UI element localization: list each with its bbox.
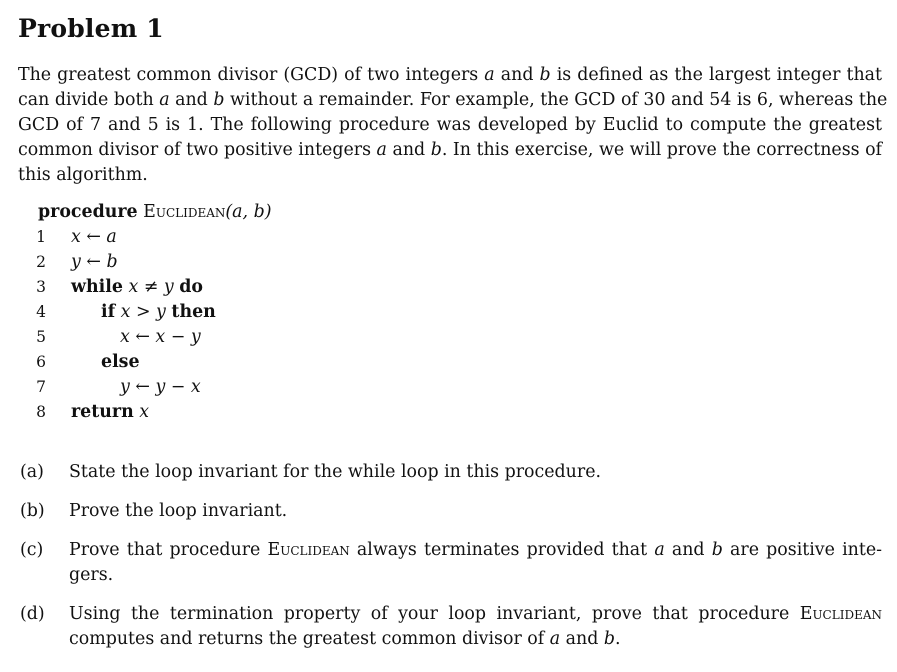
- intro-paragraph: [18, 63, 888, 188]
- intro-line-1: The greatest common divisor (GCD) of two integers a and b is defined as the largest integer that: [18, 65, 882, 85]
- line-body: y ← y − x: [120, 377, 201, 397]
- part-text: [69, 602, 882, 652]
- part-text: [69, 499, 882, 524]
- intro-line-5: this algorithm.: [18, 165, 148, 185]
- do-keyword: do: [179, 277, 203, 297]
- part-line: State the loop invariant for the while loop in this procedure.: [69, 462, 602, 482]
- part-label: (b): [20, 501, 45, 521]
- else-keyword: else: [101, 352, 140, 372]
- algorithm-line: [38, 400, 272, 425]
- algorithm-line: [38, 300, 272, 325]
- part-line: Prove the loop invariant.: [69, 501, 288, 521]
- algorithm-block: [38, 199, 272, 425]
- line-number: 2: [36, 253, 46, 271]
- line-number: 5: [36, 328, 46, 346]
- question-part-d: [18, 602, 882, 652]
- return-value: x: [139, 402, 150, 422]
- question-parts: [18, 460, 882, 652]
- algorithm-line: [38, 275, 272, 300]
- algorithm-line: [38, 375, 272, 400]
- then-keyword: then: [171, 302, 216, 322]
- algorithm-line: [38, 250, 272, 275]
- procedure-params: (a, b): [225, 202, 272, 222]
- algorithm-line: [38, 325, 272, 350]
- part-label: (a): [20, 462, 44, 482]
- algorithm-line: [38, 225, 272, 250]
- line-body: x ← a: [71, 227, 117, 247]
- part-text: [69, 538, 882, 588]
- while-keyword: while: [71, 277, 123, 297]
- part-line: Using the termination property of your loop invariant, prove that procedure Euclidean: [69, 604, 882, 624]
- procedure-keyword: procedure: [38, 202, 138, 222]
- line-number: 1: [36, 228, 46, 246]
- line-number: 7: [36, 378, 46, 396]
- line-body: x ← x − y: [120, 327, 201, 347]
- algorithm-header: [38, 199, 272, 225]
- line-body: [71, 275, 203, 300]
- intro-line-3: GCD of 7 and 5 is 1. The following procedure was developed by Euclid to compute the greatest: [18, 115, 882, 135]
- line-number: 6: [36, 353, 46, 371]
- procedure-name: Euclidean: [143, 202, 226, 222]
- while-condition: x ≠ y: [128, 277, 174, 297]
- algorithm-line: [38, 350, 272, 375]
- part-label: (d): [20, 604, 45, 624]
- return-keyword: return: [71, 402, 134, 422]
- line-number: 8: [36, 403, 46, 421]
- part-text: [69, 460, 882, 485]
- problem-heading: Problem 1: [18, 14, 164, 43]
- intro-line-4: common divisor of two positive integers a and b. In this exercise, we will prove the correctness of: [18, 140, 882, 160]
- part-line: computes and returns the greatest common divisor of a and b.: [69, 629, 621, 649]
- part-line: Prove that procedure Euclidean always terminates provided that a and b are positive inte-: [69, 540, 882, 560]
- part-label: (c): [20, 540, 44, 560]
- line-number: 3: [36, 278, 46, 296]
- part-line: gers.: [69, 565, 114, 585]
- question-part-a: [18, 460, 882, 485]
- line-body: y ← b: [71, 252, 118, 272]
- line-body: [101, 300, 216, 325]
- question-part-b: [18, 499, 882, 524]
- line-body: [71, 400, 149, 425]
- question-part-c: [18, 538, 882, 588]
- intro-line-2: can divide both a and b without a remainder. For example, the GCD of 30 and 54 is 6, whereas the: [18, 90, 888, 110]
- line-number: 4: [36, 303, 46, 321]
- if-condition: x > y: [120, 302, 166, 322]
- if-keyword: if: [101, 302, 116, 322]
